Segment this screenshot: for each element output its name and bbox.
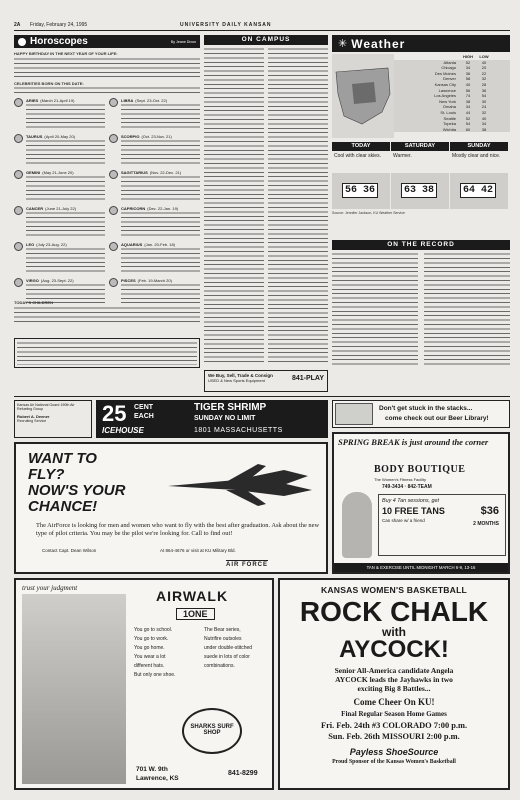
fly-headline-4: CHANCE! — [28, 498, 98, 515]
weather-low: 32 — [481, 76, 487, 82]
sports-ad-line2: USED & New Sports Equipment — [208, 378, 265, 383]
weather-low: 36 — [481, 87, 487, 93]
weather-high: 34 — [465, 104, 471, 110]
zodiac-icon — [14, 242, 23, 251]
sign-dates: (Sept. 23-Oct. 22) — [135, 98, 168, 103]
weather-city: Lawrence — [438, 87, 456, 93]
weather-high: 52 — [465, 115, 471, 121]
sharks-store: SHARKS SURF SHOP — [190, 724, 234, 736]
subscription-box — [14, 338, 200, 368]
weather-city: Chicago — [441, 65, 456, 71]
air-guard-text: Kansas Air National Guard 190th Air Refueling Group — [17, 403, 75, 412]
weather-low: 24 — [481, 104, 487, 110]
sign-dates: (June 21-July 22) — [45, 206, 77, 211]
offer-price-1: $36 — [480, 505, 499, 517]
sign-entry — [14, 242, 105, 275]
basketball-ad — [278, 578, 510, 790]
sign-entry — [109, 98, 200, 131]
body-boutique-ad — [332, 432, 510, 574]
weather-section — [332, 35, 510, 235]
beer-library-ad — [332, 400, 510, 428]
zodiac-icon — [109, 242, 118, 251]
bb-sponsor-line: Proud Sponsor of the Kansas Women's Basketball — [332, 759, 456, 765]
weather-city: St. Louis — [440, 109, 456, 115]
weather-city: Los Angeles — [434, 93, 456, 99]
forecast-desc: Warmer. — [393, 153, 412, 159]
air-guard-role: Recruiting Service — [17, 418, 47, 423]
signs-right-column — [109, 98, 200, 314]
weather-low: 20 — [481, 65, 487, 71]
todays-children: TODAY'S CHILDREN — [14, 300, 53, 305]
weather-low: 40 — [481, 59, 487, 65]
air-force-ad — [14, 442, 328, 574]
on-record-header: ON THE RECORD — [332, 240, 510, 250]
icehouse-price: 25 — [102, 401, 127, 426]
sign-dates: (Jan. 20-Feb. 18) — [144, 242, 176, 247]
sports-ad-phone: 841-PLAY — [291, 375, 324, 382]
airwalk-copy-line: The Bear series, — [204, 627, 241, 633]
zodiac-icon — [109, 98, 118, 107]
horoscopes-celebrities-text — [14, 86, 200, 94]
forecast-day-label: TODAY — [332, 142, 390, 151]
weather-high: 44 — [465, 109, 471, 115]
sign-name: AQUARIUS — [121, 242, 143, 247]
icehouse-ad — [96, 400, 328, 438]
sign-dates: (Nov. 22-Dec. 21) — [149, 170, 182, 175]
snowflake-icon: ✳ — [338, 37, 348, 50]
zodiac-icon — [14, 206, 23, 215]
weather-high: 34 — [465, 65, 471, 71]
signs-left-column — [14, 98, 105, 314]
sign-name: LEO — [26, 242, 35, 247]
sign-dates: (April 20-May 20) — [44, 134, 76, 139]
weather-low: 34 — [481, 121, 487, 127]
todays-children-text — [14, 306, 200, 324]
weather-low: 40 — [481, 115, 487, 121]
sign-dates: (Oct. 23-Nov. 21) — [141, 134, 172, 139]
weather-row — [394, 127, 510, 133]
weather-low: 38 — [481, 126, 487, 132]
airwalk-copy-right — [204, 626, 270, 671]
bb-cheer: Come Cheer On KU! — [353, 697, 435, 707]
sign-name: TAURUS — [26, 134, 43, 139]
high-col-head: HIGH — [463, 54, 473, 59]
icehouse-name: ICEHOUSE — [102, 426, 144, 435]
weather-high: 40 — [465, 81, 471, 87]
sign-text — [121, 139, 200, 167]
forecast-temps: 56 36 — [342, 183, 378, 198]
sign-name: CANCER — [26, 206, 44, 211]
boutique-tag: The Women's Fitness Facility — [374, 477, 427, 482]
airwalk-copy-line: You go to work. — [134, 636, 169, 642]
airwalk-copy-line: suede in lots of color — [204, 654, 250, 660]
sharks-logo — [182, 708, 242, 754]
airwalk-copy-line: You wear a lot — [134, 654, 166, 660]
weather-high: 36 — [465, 70, 471, 76]
horoscopes-section — [14, 35, 200, 335]
us-map-graphic — [332, 54, 394, 138]
airwalk-copy-line: Nutrifire outsoles — [204, 636, 242, 642]
airwalk-copy-line: You go to school. — [134, 627, 173, 633]
offer-line-3: Can share w/ a friend — [382, 518, 425, 523]
sign-dates: (Aug. 23-Sept. 22) — [40, 278, 74, 283]
weather-high: 52 — [465, 59, 471, 65]
sign-dates: (May 21-June 20) — [42, 170, 74, 175]
horoscopes-intro-text — [14, 57, 200, 79]
sign-name: GEMINI — [26, 170, 41, 175]
sign-name: CAPRICORN — [121, 206, 146, 211]
weather-title: Weather — [351, 36, 406, 51]
airwalk-ad — [14, 578, 274, 790]
airwalk-copy-line: under double-stitched — [204, 645, 253, 651]
sign-text — [26, 175, 105, 203]
weather-city: Des Moines — [434, 70, 456, 76]
boutique-figure — [342, 492, 372, 558]
forecast-temps: 63 38 — [401, 183, 437, 198]
forecast-days — [332, 142, 510, 209]
subscription-text — [17, 341, 197, 365]
bb-game-1: Fri. Feb. 24th #3 COLORADO 7:00 p.m. — [320, 721, 468, 730]
bb-sub-1: Senior All-America candidate Angela — [334, 666, 454, 675]
sign-name: ARIES — [26, 98, 39, 103]
weather-high: 60 — [465, 126, 471, 132]
weather-city: Atlanta — [443, 59, 456, 65]
bb-title: KANSAS WOMEN'S BASKETBALL — [321, 585, 467, 595]
on-campus-col-1 — [204, 47, 264, 363]
zodiac-icon — [14, 278, 23, 287]
bb-final: Final Regular Season Home Games — [341, 710, 447, 718]
forecast-day-label: SUNDAY — [450, 142, 508, 151]
zodiac-icon — [14, 170, 23, 179]
fly-contact: Contact Capt. Dean Wilson — [42, 548, 97, 553]
forecast-icon — [450, 173, 508, 209]
icehouse-each: EACH — [134, 413, 154, 420]
sports-equipment-ad — [204, 370, 328, 392]
boutique-footer: TAN & EXERCISE UNTIL MIDNIGHT MARCH 6-9, 13-16 — [334, 563, 508, 572]
sign-text — [121, 211, 200, 239]
weather-high: 54 — [465, 121, 471, 127]
weather-city: Omaha — [442, 104, 456, 110]
sign-text — [121, 103, 200, 131]
horoscopes-intro: HAPPY BIRTHDAY IN THE NEXT YEAR OF YOUR LIFE: — [14, 51, 118, 56]
forecast-day — [332, 142, 390, 209]
issue-date: Friday, February 24, 1995 — [30, 22, 88, 28]
weather-credit: Source: Jennifer Jackson, KU Weather Service — [332, 211, 405, 215]
forecast-day-label: SATURDAY — [391, 142, 449, 151]
airwalk-copy-line: different hats. — [134, 663, 165, 669]
sign-entry — [14, 170, 105, 203]
weather-high: 38 — [465, 98, 471, 104]
airwalk-phone: 841-8299 — [228, 770, 258, 777]
on-record-col-2 — [424, 252, 510, 366]
sign-name: SCORPIO — [121, 134, 140, 139]
offer-price-2: 2 MONTHS — [473, 521, 499, 527]
boutique-offer — [378, 494, 506, 556]
fly-headline-3: NOW'S YOUR — [28, 482, 126, 499]
sign-name: PISCES — [121, 278, 136, 283]
sign-text — [26, 247, 105, 275]
sign-name: SAGITTARIUS — [121, 170, 148, 175]
bb-headline-1: ROCK CHALK — [299, 596, 489, 627]
weather-low: 30 — [481, 98, 487, 104]
weather-city: Seattle — [443, 115, 456, 121]
zodiac-icon — [14, 98, 23, 107]
sign-dates: (Dec. 22-Jan. 19) — [147, 206, 179, 211]
horoscopes-byline: By Jeane Dixon — [170, 39, 196, 44]
bb-sub-2: AYCOCK leads the Jayhawks in two — [335, 675, 453, 684]
zodiac-icon — [109, 278, 118, 287]
bb-headline-2: with — [382, 625, 406, 639]
air-force-logo: AIR FORCE — [226, 562, 268, 568]
fly-phone: At 864-4676 or visit at KU Military Bld. — [160, 548, 236, 553]
sign-entry — [109, 206, 200, 239]
beer-ad-line2: come check out our Beer Library! — [385, 415, 489, 422]
offer-line-2: 10 FREE TANS — [382, 506, 445, 516]
low-col-head: LOW — [479, 54, 489, 59]
on-campus-section — [204, 35, 328, 365]
horoscopes-celebrities: CELEBRITIES BORN ON THIS DATE: — [14, 81, 84, 86]
sign-entry — [14, 134, 105, 167]
bb-game-2: Sun. Feb. 26th MISSOURI 2:00 p.m. — [328, 732, 460, 741]
on-campus-header: ON CAMPUS — [204, 35, 328, 45]
icehouse-day: SUNDAY NO LIMIT — [194, 415, 256, 422]
sign-text — [121, 175, 200, 203]
sign-entry — [109, 242, 200, 275]
zodiac-icon — [109, 170, 118, 179]
sign-entry — [14, 98, 105, 131]
airwalk-address-1: 701 W. 9th — [136, 766, 168, 773]
bb-headline-3: AYCOCK! — [339, 636, 449, 663]
boutique-brand: BODY BOUTIQUE — [374, 464, 466, 475]
on-campus-col-2 — [268, 47, 328, 363]
weather-header — [332, 35, 510, 52]
sign-dates: (March 21-April 19) — [40, 98, 75, 103]
horoscopes-title: Horoscopes — [30, 36, 88, 47]
page-number: 2A — [14, 22, 21, 28]
weather-city: Denver — [443, 76, 456, 82]
weather-high: 56 — [465, 87, 471, 93]
sign-dates: (Feb. 19-March 20) — [137, 278, 172, 283]
forecast-icon — [391, 173, 449, 209]
sign-name: LIBRA — [121, 98, 134, 103]
beer-ad-line1: Don't get stuck in the stacks... — [379, 405, 473, 412]
forecast-temps: 64 42 — [460, 183, 496, 198]
forecast-desc: Mostly clear and nice. — [452, 153, 501, 159]
airwalk-copy-line: combinations. — [204, 663, 235, 669]
weather-low: 54 — [481, 93, 487, 99]
sign-text — [121, 247, 200, 275]
sign-dates: (July 23-Aug. 22) — [36, 242, 67, 247]
air-guard-ad — [14, 400, 92, 438]
fly-headline-1: WANT TO — [28, 450, 97, 467]
forecast-desc: Cool with clear skies. — [334, 153, 381, 159]
weather-high: 58 — [465, 76, 471, 82]
bb-sponsor: Payless ShoeSource — [349, 747, 439, 757]
sign-text — [26, 139, 105, 167]
fly-body: The AirForce is looking for men and women who want to fly with the best after graduation. Ask about the new type of pilot criteria. You may be the pilot we're looking for. Call to find out! — [36, 522, 320, 537]
sign-name: VIRGO — [26, 278, 39, 283]
fly-headline-2: FLY? — [28, 466, 65, 483]
airwalk-copy-left — [134, 626, 200, 680]
spring-break-banner: SPRING BREAK is just around the corner — [338, 437, 489, 447]
icehouse-address: 1801 MASSACHUSETTS — [194, 427, 283, 434]
weather-low: 32 — [481, 109, 487, 115]
on-record-col-1 — [332, 252, 418, 366]
sun-icon — [18, 38, 26, 46]
bb-sub-3: exciting Big 8 Battles... — [357, 684, 431, 693]
weather-table — [394, 60, 510, 133]
weather-low: 22 — [481, 70, 487, 76]
air-guard-name: Robert A. Deener — [17, 413, 50, 419]
skater-photo — [22, 594, 126, 784]
paper-name: UNIVERSITY DAILY KANSAN — [180, 22, 272, 28]
sign-text — [26, 103, 105, 131]
on-record-section — [332, 240, 510, 368]
airwalk-address-2: Lawrence, KS — [136, 775, 179, 782]
sign-entry — [109, 170, 200, 203]
icehouse-special: TIGER SHRIMP — [194, 402, 267, 413]
offer-line-1: Buy 4 Tan sessions, get — [382, 498, 440, 504]
weather-map — [332, 54, 394, 138]
weather-city: Kansas City — [434, 81, 456, 87]
weather-high: 74 — [465, 93, 471, 99]
icehouse-unit: CENT — [134, 404, 154, 411]
airwalk-tag: trust your judgment — [22, 584, 78, 592]
fighter-jet-graphic — [166, 460, 316, 510]
airwalk-copy-line: But only one shoe. — [134, 672, 176, 678]
zodiac-icon — [14, 134, 23, 143]
weather-city: New York — [439, 98, 456, 104]
weather-city: Topeka — [443, 121, 456, 127]
forecast-day — [391, 142, 449, 209]
section-divider — [14, 396, 510, 397]
airwalk-zone: 1ONE — [176, 608, 215, 620]
weather-low: 28 — [481, 81, 487, 87]
airwalk-copy-line: You go home. — [134, 645, 165, 651]
forecast-icon — [332, 173, 390, 209]
forecast-day — [450, 142, 508, 209]
horoscopes-header — [14, 35, 200, 48]
sign-entry — [109, 134, 200, 167]
sign-text — [26, 211, 105, 239]
zodiac-icon — [109, 206, 118, 215]
boutique-phone: 749-3434 · 842-TEAM — [382, 484, 432, 490]
sports-ad-line1: We Buy, Sell, Trade & Consign — [208, 373, 273, 378]
shopping-center-logo — [335, 403, 373, 425]
sign-entry — [14, 206, 105, 239]
airwalk-brand: AIRWALK — [156, 588, 229, 604]
masthead — [14, 22, 510, 31]
weather-city: Wichita — [442, 126, 456, 132]
zodiac-icon — [109, 134, 118, 143]
